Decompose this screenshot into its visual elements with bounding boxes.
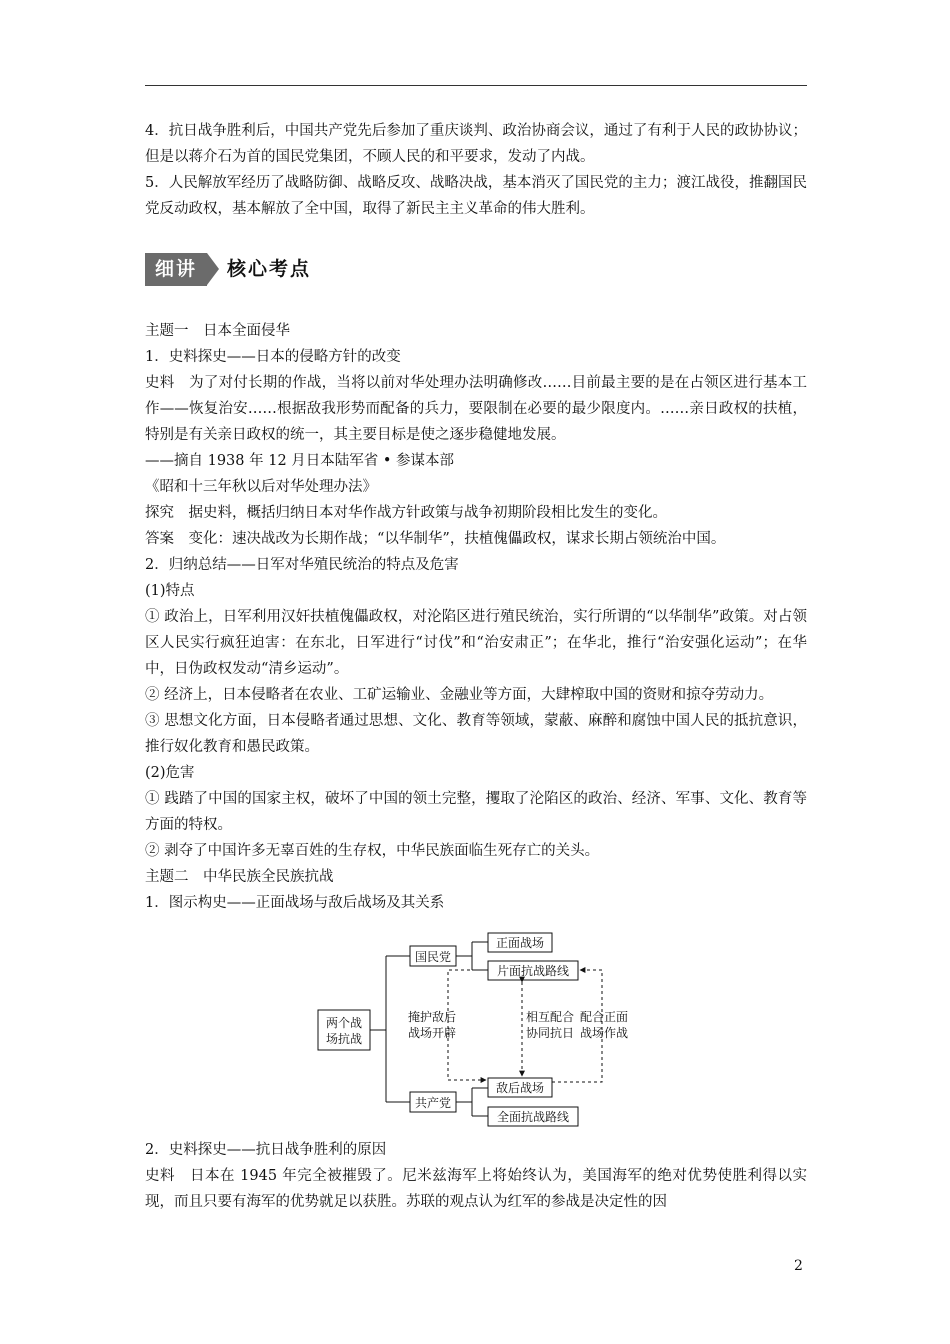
list-heading: (1)特点 [145,583,195,599]
kmt-label: 国民党 [414,950,452,964]
inquiry-question: 探究 据史料，概括归纳日本对华作战方针政策与战争初期阶段相比发生的变化。 [145,505,667,521]
subsection-heading: 2．史料探史——抗日战争胜利的原因 [145,1142,387,1158]
section-banner [145,253,342,286]
partial-resistance-label: 片面抗战路线 [496,964,570,978]
source-text: 史料 日本在 1945 年完全被摧毁了。尼米兹海军上将始终认为，美国海军的绝对优势使胜利得以实现，而且只要有海军的优势就足以获胜。苏联的观点认为红军的参战是决定性的因 [145,1168,807,1210]
mid-note-line2: 协同抗日 [525,1026,575,1040]
subsection-heading: 1．史料探史——日本的侵略方针的改变 [145,349,401,365]
right-note-line1: 配合正面 [579,1010,629,1024]
list-heading: (2)危害 [145,765,195,781]
list-item: ① 政治上，日军利用汉奸扶植傀儡政权，对沦陷区进行殖民统治，实行所谓的“以华制华”政策。对占领区人民实行疯狂迫害：在东北，日军进行“讨伐”和“治安肃正”；在华北，推行“治安强化运动”；在华中，日伪政权发动“清乡运动”。 [145,609,807,677]
total-resistance-label: 全面抗战路线 [496,1110,570,1124]
mid-note-line1: 相互配合 [525,1010,575,1024]
banner-title: 核心考点 [227,258,312,280]
front-battlefield-label: 正面战场 [495,936,545,950]
list-item: ② 剥夺了中国许多无辜百姓的生存权，中华民族面临生死存亡的关头。 [145,843,600,859]
left-note-line1: 掩护敌后 [407,1010,457,1024]
list-item: ③ 思想文化方面，日本侵略者通过思想、文化、教育等领域，蒙蔽、麻醉和腐蚀中国人民的抵抗意识，推行奴化教育和愚民政策。 [145,713,807,755]
banner-label: 细讲 [145,253,207,286]
left-note-line2: 战场开辟 [407,1026,457,1040]
subsection-heading: 1．图示构史——正面战场与敌后战场及其关系 [145,895,445,911]
root-label-line1: 两个战 [325,1016,363,1030]
root-label-line2: 场抗战 [325,1032,363,1046]
header-rule [145,85,807,86]
banner-arrow-icon [207,253,219,285]
battlefield-diagram [310,930,640,1130]
subsection-heading: 2．归纳总结——日军对华殖民统治的特点及危害 [145,557,459,573]
topic-one-heading: 主题一 日本全面侵华 [145,323,290,339]
section-one [145,318,807,916]
page-number: 2 [794,1258,803,1274]
topic-two-heading: 主题二 中华民族全民族抗战 [145,869,334,885]
list-item: ① 践踏了中国的国家主权，破坏了中国的领土完整，攫取了沦陷区的政治、经济、军事、文化、教育等方面的特权。 [145,791,807,833]
rear-battlefield-label: 敌后战场 [495,1081,545,1095]
diagram-svg [310,930,640,1130]
point-5: 5．人民解放军经历了战略防御、战略反攻、战略决战，基本消灭了国民党的主力；渡江战役，推翻国民党反动政权，基本解放了全中国，取得了新民主主义革命的伟大胜利。 [145,175,807,217]
ccp-label: 共产党 [414,1096,452,1110]
source-title: 《昭和十三年秋以后对华处理办法》 [145,479,377,495]
dashed-arrow-left [448,970,488,1080]
summary-points [145,118,807,222]
list-item: ② 经济上，日本侵略者在农业、工矿运输业、金融业等方面，大肆榨取中国的资财和掠夺劳动力。 [145,687,774,703]
source-text: 史料 为了对付长期的作战，当将以前对华处理办法明确修改……目前最主要的是在占领区进行基本工作——恢复治安……根据敌我形势而配备的兵力，要限制在必要的最少限度内。……亲日政权的扶植，特别是有关亲日政权的统一，其主要目标是使之逐步稳健地发展。 [145,375,807,443]
right-note-line2: 战场作战 [579,1026,629,1040]
point-4: 4．抗日战争胜利后，中国共产党先后参加了重庆谈判、政治协商会议，通过了有利于人民的政协协议；但是以蒋介石为首的国民党集团，不顾人民的和平要求，发动了内战。 [145,123,807,165]
answer-text: 答案 变化：速决战改为长期作战；“以华制华”，扶植傀儡政权，谋求长期占领统治中国。 [145,531,726,547]
source-citation: ——摘自 1938 年 12 月日本陆军省 • 参谋本部 [145,453,455,469]
section-two [145,1137,807,1215]
